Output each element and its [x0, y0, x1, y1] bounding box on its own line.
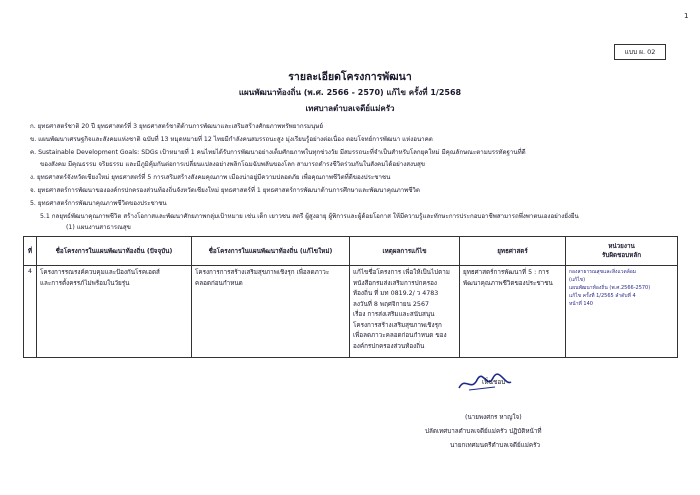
signer-name: (นายพงศกร หาญใจ)	[465, 414, 522, 421]
strategy-line-sdgs: ค. Sustainable Development Goals: SDGs เป้าหมายที่ 1 คนไทยได้รับการพัฒนาอย่างเต็มศักยภาพในทุกช่วงวัย มีสมรรถนะที่จำเป็นสำหรับโลกยุคใหม่ มีคุณลักษณะตามบรรทัดฐานที่ดี	[30, 149, 526, 156]
document-subtitle: แผนพัฒนาท้องถิ่น (พ.ศ. 2566 - 2570) แก้ไข ครั้งที่ 1/2568	[238, 88, 462, 97]
cell-reason: แก้ไขชื่อโครงการ เพื่อให้เป็นไปตาม หนังสือกรมส่งเสริมการปกครอง ท้องถิ่น ที่ มท 0819.2/ ว 4783 ลงวันที่ 8 พฤศจิกายน 2567 เรื่อง การส่งเสริมและสนับสนุน โครงการสร้างเสริมสุขภาพเชิงรุก เพื่อลดภาวะคลอดก่อนกำหนด ของ องค์กรปกครองส่วนท้องถิ่น	[350, 266, 460, 358]
header-reason: เหตุผลการแก้ไข	[350, 237, 460, 266]
table-header-row	[24, 237, 678, 266]
header-unit: หน่วยงาน รับผิดชอบหลัก	[566, 237, 678, 266]
strategy-line-development: 5. ยุทธศาสตร์การพัฒนาคุณภาพชีวิตของประชาชน	[30, 200, 167, 207]
organization-name: เทศบาลตำบลเจดีย์แม่ครัว	[305, 104, 395, 113]
strategy-line-province: ง. ยุทธศาสตร์จังหวัดเชียงใหม่ ยุทธศาสตร์ที่ 5 การเสริมสร้างสังคมคุณภาพ เมืองน่าอยู่มีความปลอดภัย เพื่อคุณภาพชีวิตที่ดีของประชาชน	[30, 174, 391, 181]
signer-position-line-2: นายกเทศมนตรีตำบลเจดีย์แม่ครัว	[450, 442, 541, 449]
form-code-box: แบบ ผ. 02	[614, 44, 666, 60]
page-number: 1	[684, 12, 689, 20]
header-no: ที่	[24, 237, 37, 266]
cell-no: 4	[24, 266, 37, 358]
approval-text: เห็นชอบ	[482, 378, 506, 386]
cell-strategy: ยุทธศาสตร์การพัฒนาที่ 5 : การ พัฒนาคุณภาพชีวิตของประชาชน	[460, 266, 566, 358]
strategy-line-national: ก. ยุทธศาสตร์ชาติ 20 ปี ยุทธศาสตร์ที่ 3 ยุทธศาสตร์ชาติด้านการพัฒนาและเสริมสร้างศักยภาพทรัพยากรมนุษย์	[30, 123, 323, 130]
signer-position-line-1: ปลัดเทศบาลตำบลเจดีย์แม่ครัว ปฏิบัติหน้าที่	[425, 428, 542, 435]
cell-current-name: โครงการรณรงค์ควบคุมและป้องกันโรคเอดส์ และการตั้งครรภ์ไม่พร้อมในวัยรุ่น	[37, 266, 192, 358]
cell-unit: กองสาธารณสุขและสิ่งแวดล้อม (แก้ไข) แผนพัฒนาท้องถิ่น (พ.ศ.2566-2570) แก้ไข ครั้งที่ 1/2565 ลำดับที่ 4 หน้าที่ 140	[566, 266, 678, 358]
project-table	[23, 236, 678, 358]
strategy-line-tactic: 5.1 กลยุทธ์พัฒนาคุณภาพชีวิต สร้างโอกาสและพัฒนาศักยภาพกลุ่มเป้าหมาย เช่น เด็ก เยาวชน สตรี ผู้สูงอายุ ผู้พิการและผู้ด้อยโอกาส ให้มีความรู้และทักษะการประกอบอาชีพสามารถพึ่งพาตนเองอย่างยั่งยืน	[40, 213, 579, 220]
header-current-name: ชื่อโครงการในแผนพัฒนาท้องถิ่น (ปัจจุบัน)	[37, 237, 192, 266]
strategy-line-economic-plan: ข. แผนพัฒนาเศรษฐกิจและสังคมแห่งชาติ ฉบับที่ 13 หมุดหมายที่ 12 ไทยมีกำลังคนสมรรถนะสูง มุ่งเรียนรู้อย่างต่อเนื่อง ตอบโจทย์การพัฒนา แห่งอนาคต	[30, 136, 433, 143]
table-row	[24, 266, 678, 358]
header-new-name: ชื่อโครงการในแผนพัฒนาท้องถิ่น (แก้ไขใหม่)	[192, 237, 350, 266]
document-title: รายละเอียดโครงการพัฒนา	[288, 71, 412, 83]
strategy-line-sdgs-cont: ของสังคม มีคุณธรรม จริยธรรม และมีภูมิคุ้มกันต่อการเปลี่ยนแปลงอย่างพลิกโฉมฉับพลันของโลก สามารถดำรงชีวิตร่วมกันในสังคมได้อย่างสงบสุข	[40, 161, 425, 168]
header-strategy: ยุทธศาสตร์	[460, 237, 566, 266]
strategy-line-plan: (1) แผนงานสาธารณสุข	[66, 224, 131, 231]
cell-new-name: โครงการการสร้างเสริมสุขภาพเชิงรุก เพื่อลดภาวะ คลอดก่อนกำหนด	[192, 266, 350, 358]
strategy-line-local: จ. ยุทธศาสตร์การพัฒนาขององค์กรปกครองส่วนท้องถิ่นจังหวัดเชียงใหม่ ยุทธศาสตร์ที่ 1 ยุทธศาสตร์การพัฒนาด้านการศึกษาและพัฒนาคุณภาพชีวิต	[30, 187, 420, 194]
